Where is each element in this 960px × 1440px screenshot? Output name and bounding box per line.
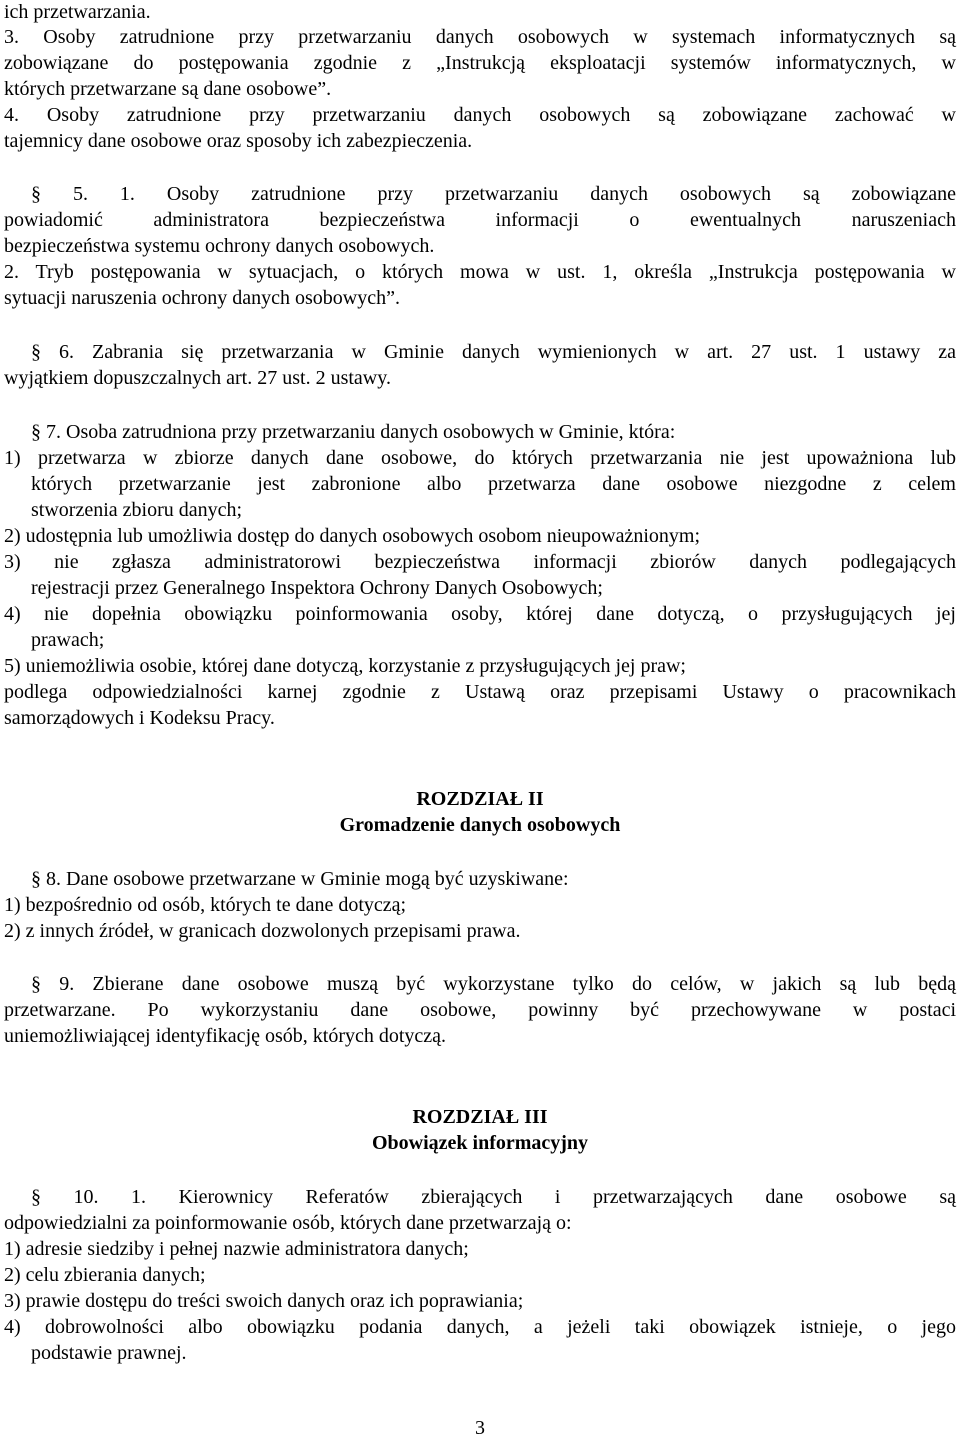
section-5-heading-line: § 5. 1. Osoby zatrudnione przy przetwarzaniu danych osobowych są zobowiązane: [31, 183, 956, 205]
list-item-continuation: podstawie prawnej.: [31, 1342, 187, 1364]
list-item: 4) dobrowolności albo obowiązku podania danych, a jeżeli taki obowiązek istnieje, o jego: [4, 1316, 956, 1338]
text-line: wyjątkiem dopuszczalnych art. 27 ust. 2 ustawy.: [4, 367, 391, 389]
list-item: 2) udostępnia lub umożliwia dostęp do danych osobowych osobom nieupoważnionym;: [4, 525, 701, 547]
list-item-continuation: stworzenia zbioru danych;: [31, 499, 243, 521]
text-line: powiadomić administratora bezpieczeństwa informacji o ewentualnych naruszeniach: [4, 209, 956, 231]
list-item-continuation: których przetwarzanie jest zabronione albo przetwarza dane osobowe niezgodne z celem: [31, 473, 956, 495]
chapter-title: Gromadzenie danych osobowych: [339, 814, 621, 836]
text-line: bezpieczeństwa systemu ochrony danych osobowych.: [4, 235, 435, 257]
chapter-heading: ROZDZIAŁ III: [412, 1106, 548, 1128]
text-line: których przetwarzane są dane osobowe”.: [4, 78, 332, 100]
section-8-heading-line: § 8. Dane osobowe przetwarzane w Gminie mogą być uzyskiwane:: [31, 868, 569, 890]
section-6-heading-line: § 6. Zabrania się przetwarzania w Gminie danych wymienionych w art. 27 ust. 1 ustawy za: [31, 341, 956, 363]
text-line: podlega odpowiedzialności karnej zgodnie z Ustawą oraz przepisami Ustawy o pracownikach: [4, 681, 956, 703]
text-line: przetwarzane. Po wykorzystaniu dane osobowe, powinny być przechowywane w postaci: [4, 999, 956, 1021]
text-line: samorządowych i Kodeksu Pracy.: [4, 707, 275, 729]
text-line: sytuacji naruszenia ochrony danych osobowych”.: [4, 287, 400, 309]
list-item: 2) z innych źródeł, w granicach dozwolonych przepisami prawa.: [4, 920, 521, 942]
list-item-continuation: prawach;: [31, 629, 105, 651]
chapter-title: Obowiązek informacyjny: [371, 1132, 589, 1154]
text-line: uniemożliwiającej identyfikację osób, których dotyczą.: [4, 1025, 447, 1047]
list-item: 3) prawie dostępu do treści swoich danych oraz ich poprawiania;: [4, 1290, 524, 1312]
list-item: 3) nie zgłasza administratorowi bezpieczeństwa informacji zbiorów danych podlegających: [4, 551, 956, 573]
section-7-heading-line: § 7. Osoba zatrudniona przy przetwarzaniu danych osobowych w Gminie, która:: [31, 421, 676, 443]
list-item: 4) nie dopełnia obowiązku poinformowania osoby, której dane dotyczą, o przysługujących jej: [4, 603, 956, 625]
chapter-heading: ROZDZIAŁ II: [416, 788, 544, 810]
list-item: 1) bezpośrednio od osób, których te dane dotyczą;: [4, 894, 407, 916]
text-line: ich przetwarzania.: [4, 1, 151, 23]
text-line: 3. Osoby zatrudnione przy przetwarzaniu danych osobowych w systemach informatycznych są: [4, 26, 956, 48]
text-line: 2. Tryb postępowania w sytuacjach, o których mowa w ust. 1, określa „Instrukcja postępowania w: [4, 261, 956, 283]
list-item: 2) celu zbierania danych;: [4, 1264, 206, 1286]
text-line: zobowiązane do postępowania zgodnie z „Instrukcją eksploatacji systemów informatycznych, w: [4, 52, 956, 74]
list-item: 1) przetwarza w zbiorze danych dane osobowe, do których przetwarzania nie jest upoważniona lub: [4, 447, 956, 469]
list-item-continuation: rejestracji przez Generalnego Inspektora Ochrony Danych Osobowych;: [31, 577, 603, 599]
text-line: 4. Osoby zatrudnione przy przetwarzaniu danych osobowych są zobowiązane zachować w: [4, 104, 956, 126]
list-item: 5) uniemożliwia osobie, której dane dotyczą, korzystanie z przysługujących jej praw;: [4, 655, 686, 677]
list-item: 1) adresie siedziby i pełnej nazwie administratora danych;: [4, 1238, 469, 1260]
section-9-heading-line: § 9. Zbierane dane osobowe muszą być wykorzystane tylko do celów, w jakich są lub będą: [31, 973, 956, 995]
text-line: odpowiedzialni za poinformowanie osób, których dane przetwarzają o:: [4, 1212, 572, 1234]
section-10-heading-line: § 10. 1. Kierownicy Referatów zbierających i przetwarzających dane osobowe są: [31, 1186, 956, 1208]
page-number: 3: [475, 1417, 485, 1439]
text-line: tajemnicy dane osobowe oraz sposoby ich zabezpieczenia.: [4, 130, 473, 152]
